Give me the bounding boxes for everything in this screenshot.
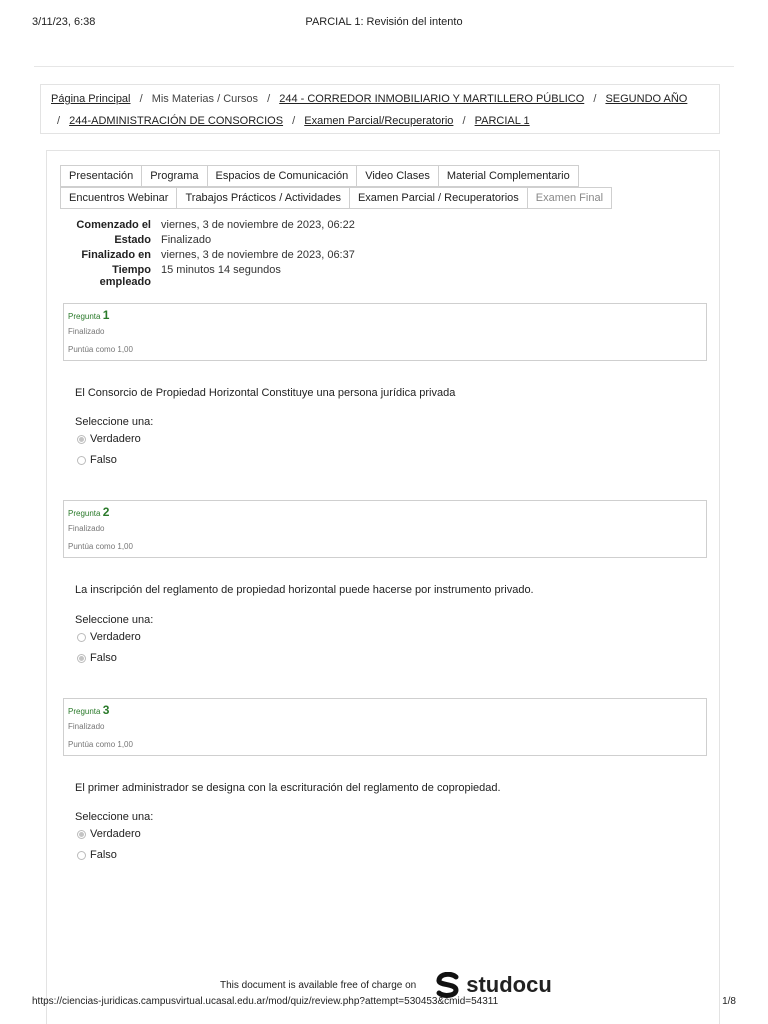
radio-selected-icon[interactable] bbox=[77, 654, 86, 663]
question-prompt-1: Seleccione una: bbox=[75, 416, 154, 428]
option-falso-q1[interactable]: Falso bbox=[77, 454, 117, 466]
time-label bbox=[67, 264, 161, 288]
question-state: Finalizado bbox=[68, 327, 105, 336]
breadcrumb bbox=[40, 84, 720, 134]
breadcrumb-separator: / bbox=[593, 93, 597, 105]
print-title: PARCIAL 1: Revisión del intento bbox=[305, 16, 463, 28]
question-info-1 bbox=[63, 303, 707, 361]
question-grade: Puntúa como 1,00 bbox=[68, 345, 133, 354]
question-prompt-2: Seleccione una: bbox=[75, 614, 154, 626]
header-divider bbox=[34, 66, 734, 67]
radio-icon[interactable] bbox=[77, 633, 86, 642]
time-label-line-1: Tiempo bbox=[112, 264, 151, 276]
breadcrumb-subject-link[interactable]: 244-ADMINISTRACIÓN DE CONSORCIOS bbox=[69, 115, 284, 127]
print-datetime: 3/11/23, 6:38 bbox=[32, 16, 96, 28]
question-text-3: El primer administrador se designa con la escrituración del reglamento de copropiedad. bbox=[75, 782, 501, 794]
question-grade: Puntúa como 1,00 bbox=[68, 542, 133, 551]
time-value: 15 minutos 14 segundos bbox=[161, 264, 281, 276]
question-info-2 bbox=[63, 500, 707, 558]
question-text-2: La inscripción del reglamento de propiedad horizontal puede hacerse por instrumento privado. bbox=[75, 584, 534, 596]
tab-row-1 bbox=[60, 165, 670, 187]
option-verdadero-q2[interactable]: Verdadero bbox=[77, 631, 141, 643]
course-tabs bbox=[60, 165, 670, 209]
breadcrumb-separator: / bbox=[462, 115, 466, 127]
tab-examen-final: Examen Final bbox=[527, 187, 612, 209]
question-state: Finalizado bbox=[68, 722, 105, 731]
breadcrumb-separator: / bbox=[139, 93, 143, 105]
question-info-3 bbox=[63, 698, 707, 756]
question-text-1: El Consorcio de Propiedad Horizontal Constituye una persona jurídica privada bbox=[75, 387, 456, 399]
question-number: Pregunta 1 bbox=[68, 308, 110, 322]
option-verdadero-q1[interactable]: Verdadero bbox=[77, 433, 141, 445]
radio-selected-icon[interactable] bbox=[77, 435, 86, 444]
watermark-text: This document is available free of charge on bbox=[220, 979, 417, 991]
breadcrumb-separator: / bbox=[57, 115, 61, 127]
finished-value: viernes, 3 de noviembre de 2023, 06:37 bbox=[161, 249, 355, 261]
tab-video-clases[interactable]: Video Clases bbox=[356, 165, 439, 187]
print-header bbox=[32, 16, 736, 30]
radio-selected-icon[interactable] bbox=[77, 830, 86, 839]
breadcrumb-my-courses: Mis Materias / Cursos bbox=[151, 93, 259, 105]
question-number: Pregunta 3 bbox=[68, 703, 110, 717]
tab-trabajos-practicos[interactable]: Trabajos Prácticos / Actividades bbox=[176, 187, 350, 209]
started-label: Comenzado el bbox=[76, 219, 151, 231]
breadcrumb-course-link[interactable]: 244 - CORREDOR INMOBILIARIO Y MARTILLERO PÚBLICO bbox=[279, 93, 585, 105]
question-number: Pregunta 2 bbox=[68, 505, 110, 519]
breadcrumb-separator: / bbox=[292, 115, 296, 127]
option-falso-q3[interactable]: Falso bbox=[77, 849, 117, 861]
question-grade: Puntúa como 1,00 bbox=[68, 740, 133, 749]
studocu-watermark bbox=[220, 972, 552, 998]
tab-row-2 bbox=[60, 187, 670, 209]
tab-examen-parcial[interactable]: Examen Parcial / Recuperatorios bbox=[349, 187, 528, 209]
breadcrumb-separator: / bbox=[267, 93, 271, 105]
radio-icon[interactable] bbox=[77, 851, 86, 860]
finished-label: Finalizado en bbox=[81, 249, 151, 261]
tab-programa[interactable]: Programa bbox=[141, 165, 207, 187]
time-label-line-2: empleado bbox=[99, 276, 151, 288]
option-verdadero-q3[interactable]: Verdadero bbox=[77, 828, 141, 840]
quiz-review-panel bbox=[46, 150, 720, 1024]
question-prompt-3: Seleccione una: bbox=[75, 811, 154, 823]
breadcrumb-quiz-link[interactable]: PARCIAL 1 bbox=[474, 115, 530, 127]
studocu-brand-text: studocu bbox=[466, 972, 552, 997]
question-state: Finalizado bbox=[68, 524, 105, 533]
breadcrumb-section-link[interactable]: Examen Parcial/Recuperatorio bbox=[304, 115, 454, 127]
breadcrumb-home-link[interactable]: Página Principal bbox=[51, 93, 131, 105]
radio-icon[interactable] bbox=[77, 456, 86, 465]
state-label: Estado bbox=[114, 234, 151, 246]
tab-espacios-comunicacion[interactable]: Espacios de Comunicación bbox=[207, 165, 358, 187]
studocu-logo-icon bbox=[434, 972, 462, 998]
breadcrumb-year-link[interactable]: SEGUNDO AÑO bbox=[605, 93, 688, 105]
state-value: Finalizado bbox=[161, 234, 212, 246]
print-url: https://ciencias-juridicas.campusvirtual.ucasal.edu.ar/mod/quiz/review.php?attempt=530453&cmid=54311 bbox=[32, 996, 499, 1007]
tab-presentacion[interactable]: Presentación bbox=[60, 165, 142, 187]
tab-material-complementario[interactable]: Material Complementario bbox=[438, 165, 579, 187]
started-value: viernes, 3 de noviembre de 2023, 06:22 bbox=[161, 219, 355, 231]
attempt-summary bbox=[67, 219, 355, 291]
studocu-logo bbox=[434, 972, 552, 998]
print-page-number: 1/8 bbox=[722, 996, 736, 1007]
tab-encuentros-webinar[interactable]: Encuentros Webinar bbox=[60, 187, 177, 209]
option-falso-q2[interactable]: Falso bbox=[77, 652, 117, 664]
